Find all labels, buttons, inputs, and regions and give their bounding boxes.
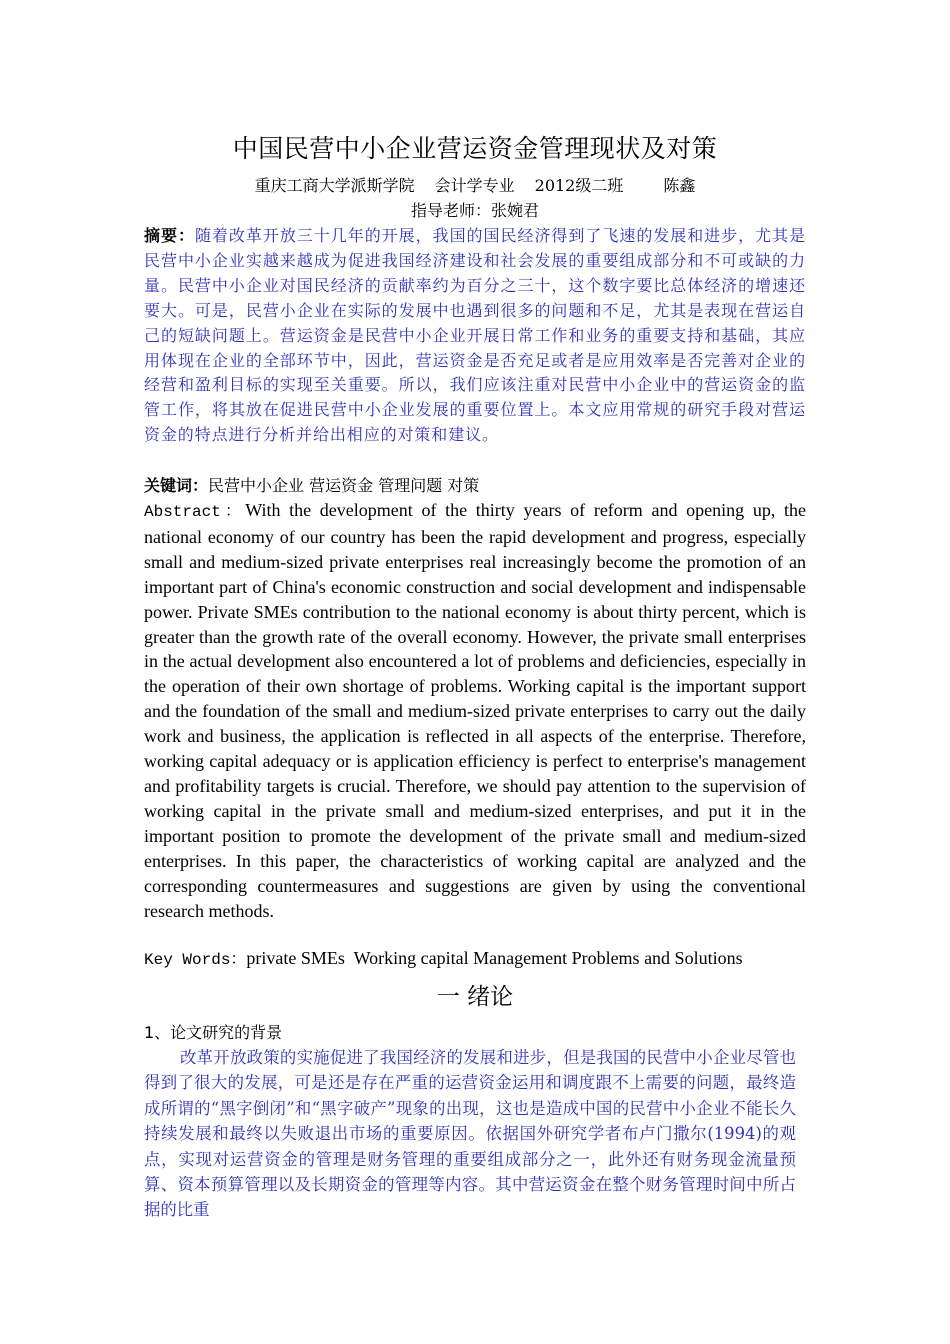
abstract-cn-label: 摘要： bbox=[144, 226, 195, 245]
author-school: 重庆工商大学派斯学院 bbox=[254, 176, 415, 195]
author-line bbox=[0, 174, 950, 198]
keywords-english bbox=[144, 946, 806, 973]
abstract-cn-text: 随着改革开放三十几年的开展，我国的国民经济得到了飞速的发展和进步，尤其是民营中小企业实越来越成为促进我国经济建设和社会发展的重要组成部分和不可或缺的力量。民营中小企业对国民经济的贡献率约为百分之三十，这个数字要比总体经济的增速还要大。可是，民营小企业在实际的发展中也遇到很多的问题和不足，尤其是表现在营运自己的短缺问题上。营运资金是民营中小企业开展日常工作和业务的重要支持和基础，其应用体现在企业的全部环节中，因此，营运资金是否充足或者是应用效率是否完善对企业的经营和盈利目标的实现至关重要。所以，我们应该注重对民营中小企业中的营运资金的监管工作，将其放在促进民营中小企业发展的重要位置上。本文应用常规的研究手段对营运资金的特点进行分析并给出相应的对策和建议。 bbox=[144, 226, 807, 445]
abstract-english bbox=[144, 498, 806, 923]
paper-title: 中国民营中小企业营运资金管理现状及对策 bbox=[232, 134, 718, 163]
keywords-en-text: private SMEs Working capital Management Problems and Solutions bbox=[246, 948, 743, 968]
author-major: 会计学专业 bbox=[434, 176, 515, 195]
section-subheading: 1、论文研究的背景 bbox=[144, 1023, 283, 1042]
keywords-cn-text: 民营中小企业 营运资金 管理问题 对策 bbox=[208, 476, 480, 495]
abstract-en-text: With the development of the thirty years of reform and opening up, the national economy of our country has been the rapid development and progress, especially small and medium-sized private enterprises real increasingly become the promotion of an important part of China's economic construction and social development and indispensable power. Private SMEs contribution to the national economy is about thirty percent, which is greater than the growth rate of the overall economy. However, the private small enterprises in the actual development also encountered a lot of problems and deficiencies, especially in the operation of their own shortage of problems. Working capital is the important support and the foundation of the small and medium-sized private enterprises to carry out the daily work and business, the application is reflected in all aspects of the enterprise. Therefore, working capital adequacy or is application efficiency is perfect to enterprise's management and profitability targets is crucial. Therefore, we should pay attention to the supervision of working capital in the private small and medium-sized enterprises, and put it in the important position to promote the development of the private small and medium-sized enterprises. In this paper, the characteristics of working capital are analyzed and the corresponding countermeasures and suggestions are given by using the conventional research methods. bbox=[144, 500, 806, 921]
author-name: 陈鑫 bbox=[663, 176, 696, 195]
keywords-chinese bbox=[144, 474, 806, 499]
section-heading: 一 绪论 bbox=[436, 984, 514, 1010]
advisor-line: 指导老师：张婉君 bbox=[410, 201, 539, 220]
keywords-en-label: Key Words： bbox=[144, 951, 247, 969]
abstract-en-label: Abstract： bbox=[144, 503, 246, 521]
abstract-chinese bbox=[144, 224, 806, 448]
body-paragraph: 改革开放政策的实施促进了我国经济的发展和进步，但是我国的民营中小企业尽管也得到了很大的发展，可是还是存在严重的运营资金运用和调度跟不上需要的问题，最终造成所谓的“黑字倒闭”和“黑字破产”现象的出现，这也是造成中国的民营中小企业不能长久持续发展和最终以失败退出市场的重要原因。依据国外研究学者布卢门撒尔(1994)的观点，实现对运营资金的管理是财务管理的重要组成部分之一，此外还有财务现金流量预算、资本预算管理以及长期资金的管理等内容。其中营运资金在整个财务管理时间中所占据的比重 bbox=[144, 1048, 796, 1220]
author-class: 2012级二班 bbox=[534, 176, 624, 195]
keywords-cn-label: 关键词： bbox=[144, 476, 209, 495]
